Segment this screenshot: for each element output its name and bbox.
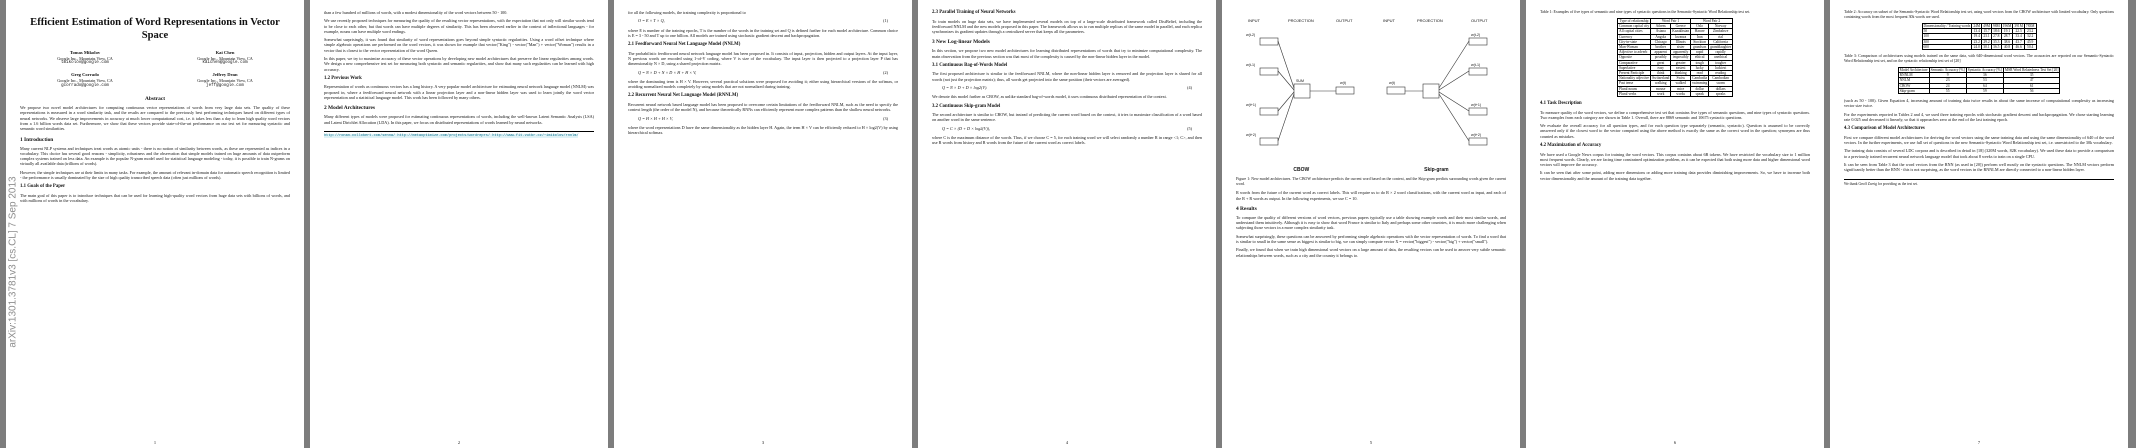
- paragraph: (such as 50 - 100). Given Equation 4, increasing amount of training data twice results in about the same increase of computational complexity as increasing vector size twice.: [1844, 98, 2114, 109]
- page-2: [310, 0, 608, 448]
- table-cell: kwanza: [1671, 34, 1691, 39]
- equation-1: O = E × T × Q, (1): [638, 18, 888, 24]
- table-cell: Athens: [1651, 24, 1671, 29]
- fig-label: PROJECTION: [1416, 18, 1443, 23]
- paragraph: To compare the quality of different versions of word vectors, previous papers typically use a table showing example words and their most similar words, and understand them intuitively. Although it is easy to show that word France is similar to Italy and perhaps some other countries, it is much more challenging when subjecting those vectors in a more complex similarity task.: [1236, 214, 1506, 231]
- paragraph: Somewhat surprisingly, it was found that similarity of word representations goes beyond simple syntactic regularities. Using a word offset technique where simple algebraic operations are performed on the word vectors, it was shown for example that vector("King") - vector("Man") + vector("Woman") results in a vector that is closest to the vector representation of the word Queen.: [324, 37, 594, 53]
- figure-caption: Figure 1: New model architectures. The CBOW architecture predicts the current word based on the context, and the Skip-gram predicts surrounding words given the current word.: [1236, 177, 1506, 187]
- table-cell: 36: [1966, 73, 2003, 78]
- table-header: Dimensionality / Training words: [1923, 24, 1971, 28]
- subsection-heading: 2.2 Recurrent Neural Net Language Model (RNNLM): [628, 93, 739, 99]
- table-cell: apparent: [1651, 50, 1671, 55]
- table-cell: 19.4: [1973, 34, 1980, 39]
- table-cell: 45.9: [2024, 39, 2036, 44]
- subsection-heading: 1.1 Goals of the Paper: [20, 184, 66, 190]
- paragraph: It can be seen that after some point, adding more dimensions or adding more training data provides diminishing improvements. So, we have to increase both vector dimensionality and the amount of the training data together.: [1540, 170, 1810, 181]
- input-node: [1260, 38, 1278, 45]
- table-cell: 24.0: [1973, 44, 1980, 49]
- table-cell: Man-Woman: [1617, 45, 1650, 50]
- paragraph: The probabilistic feedforward neural network language model has been proposed in. It consists of input, projection, hidden and output layers. At the input layer, N previous words are encoded using 1-of-V coding, where V is size of the vocabulary. The input layer is then projected to a projection layer P that has dimensionality N × D, using a shared projection matrix.: [628, 50, 898, 67]
- table-cell: 38.6: [2001, 39, 2013, 44]
- page-number: 2: [457, 439, 461, 445]
- table-cell: reading: [1709, 71, 1733, 76]
- table-cell: lucky: [1691, 65, 1709, 70]
- section-heading: 2 Model Architectures: [324, 105, 375, 112]
- output-node: [1336, 87, 1354, 94]
- table-cell: Skip-gram: [1898, 88, 1929, 93]
- table-header: Type of relationship: [1617, 19, 1650, 24]
- table-cell: rial: [1709, 34, 1733, 39]
- page-5: [1222, 0, 1520, 448]
- page-number: 4: [1065, 439, 1069, 445]
- table-cell: CBOW: [1898, 83, 1929, 88]
- table-cell: 50: [1922, 29, 1972, 34]
- paragraph: where the dominating term is H × V. However, several practical solutions were proposed for avoiding it; either using hierarchical versions of the softmax, or avoiding normalized models completely by using models that are not normalized during training.: [628, 78, 898, 90]
- paragraph: It can be seen from Table 3 that the word vectors from the RNN (as used in [20]) perform well mostly on the syntactic questions. The NNLM vectors perform significantly better than the RNN - this is not surprising, as the word vectors in the RNNLM are directly connected to a non-linear hidden layer.: [1844, 161, 2114, 173]
- table-cell: 13.4: [1973, 29, 1980, 34]
- page-number: 5: [1369, 439, 1373, 445]
- table-cell: 22.5: [2013, 29, 2025, 34]
- footnote-links[interactable]: http://ronan.collobert.com/senna/ http://metaoptimize.com/projects/wordreprs/ http://www.fit.vutbr.cz/~imikolov/rnnlm/: [324, 133, 579, 138]
- table-cell: works: [1671, 91, 1691, 96]
- abstract-text: We propose two novel model architectures for computing continuous vector representations of words from very large data sets. The quality of these representations is measured in a word similarity task, and the results are compared to the previously best performing techniques based on different types of neural networks. We observe large improvements in accuracy at much lower computational cost, i.e. it takes less than a day to learn high quality word vectors from a 1.6 billion words data set. Furthermore, we show that these vectors provide state-of-the-art performance on our test set for measuring syntactic and semantic word similarities.: [20, 105, 290, 132]
- table-cell: granddaughter: [1710, 45, 1732, 50]
- table-cell: Stockton: [1691, 39, 1709, 44]
- table-cell: Oslo: [1691, 24, 1709, 29]
- table-cell: ethical: [1691, 55, 1709, 60]
- table-cell: 35.3: [1993, 39, 2000, 44]
- output-node: [1469, 138, 1487, 145]
- table-cell: 59: [1966, 88, 2003, 93]
- table-cell: 15.7: [1983, 29, 1990, 34]
- fig-label: INPUT: [1247, 18, 1260, 23]
- projection-node: [1294, 84, 1310, 98]
- equation-2: Q = N × D + N × D × H + H × V, (2): [638, 69, 888, 75]
- table-row: [1922, 44, 2036, 49]
- edge: [1439, 41, 1469, 88]
- table-cell: Norway: [1709, 24, 1733, 29]
- fig-label: OUTPUT: [1335, 18, 1352, 23]
- output-node: [1469, 38, 1487, 45]
- node-label: w(t-1): [1470, 63, 1480, 67]
- paragraph: The second architecture is similar to CBOW, but instead of predicting the current word based on the context, it tries to maximize classification of a word based on another word in the same sentence.: [932, 112, 1202, 123]
- table-cell: 46.6: [2013, 44, 2025, 49]
- arxiv-stamp: arXiv:1301.3781v3 [cs.CL] 7 Sep 2013: [7, 176, 19, 348]
- page-3: [614, 0, 912, 448]
- input-node: [1260, 68, 1278, 75]
- table-row: [1617, 29, 1732, 34]
- table-cell: Harare: [1691, 29, 1709, 34]
- footnote: We thank Geoff Zweig for providing us the test set.: [1844, 179, 2114, 187]
- author-block: [20, 50, 290, 89]
- table-cell: Cambodia: [1692, 76, 1708, 81]
- fig-label: OUTPUT: [1470, 18, 1487, 23]
- table-cell: Swiss: [1671, 76, 1691, 81]
- table-cell: 61: [2003, 83, 2060, 88]
- table-header: 391M: [2014, 24, 2023, 28]
- equation-3: Q = H × H + H × V, (3): [638, 115, 888, 121]
- table-cell: Zimbabwe: [1709, 29, 1733, 34]
- table-header: Word Pair 1: [1651, 19, 1691, 24]
- table-cell: Past tense: [1617, 81, 1650, 86]
- table-header: Word Pair 2: [1691, 19, 1733, 24]
- table-cell: 24: [1929, 83, 1966, 88]
- edge: [1439, 94, 1469, 141]
- table-cell: grandson: [1691, 45, 1709, 50]
- node-label: w(t-1): [1245, 63, 1255, 67]
- footnote: [324, 131, 594, 139]
- table-cell: walking: [1651, 81, 1671, 86]
- paragraph: The first proposed architecture is similar to the feedforward NNLM, where the non-linear hidden layer is removed and the projection layer is shared for all words (not just the projection matrix); thus, all words get projected into the same position (their vectors are averaged).: [932, 71, 1202, 82]
- node-label: w(t+2): [1245, 133, 1256, 137]
- table-cell: All capital cities: [1617, 29, 1650, 34]
- table-cell: tough: [1691, 60, 1709, 65]
- table-header: 783M: [2025, 24, 2035, 28]
- subsection-heading: 3.1 Continuous Bag-of-Words Model: [932, 62, 1008, 68]
- page-number: 3: [761, 439, 765, 445]
- table-cell: luckiest: [1709, 65, 1733, 70]
- output-node: [1469, 108, 1487, 115]
- table-cell: Greece: [1671, 24, 1691, 29]
- table-cell: Illinois: [1671, 39, 1691, 44]
- table-cell: swimming: [1692, 81, 1708, 86]
- table-cell: 23.1: [1983, 34, 1990, 39]
- paragraph: Somewhat surprisingly, these questions can be answered by performing simple algebraic operations with the vector representation of words. To find a word that is similar to small in the same sense as biggest is similar to big, we can simply compute vector X = vector("biggest") - vector("big") + vector("small").: [1236, 233, 1506, 245]
- table-cell: rapidly: [1709, 50, 1733, 55]
- subsection-heading: 4.1 Task Description: [1540, 101, 1582, 107]
- table-header: 24M: [1973, 24, 1981, 28]
- table-header: Syntactic Accuracy [%]: [1967, 68, 2002, 73]
- table-cell: 47: [2003, 78, 2060, 83]
- table-cell: 36.5: [1993, 44, 2000, 49]
- table-cell: 64: [1966, 83, 2003, 88]
- subsection-heading: 3.2 Continuous Skip-gram Model: [932, 103, 1001, 109]
- table-cell: possibly: [1651, 55, 1671, 60]
- table-cell: Plural verbs: [1617, 91, 1650, 96]
- node-label: w(t): [1388, 81, 1395, 85]
- table-cell: tougher: [1709, 60, 1733, 65]
- table-cell: Common capital city: [1618, 24, 1650, 29]
- node-label: w(t+1): [1245, 103, 1256, 107]
- page-number: 6: [1673, 439, 1677, 445]
- paragraph: where C is the maximum distance of the words. Thus, if we choose C = 5, for each training word we will select randomly a number R in range <1; C>, and then use R words from history and R words from the future of the current word as correct labels.: [932, 135, 1202, 146]
- paragraph: Finally, we found that when we train high dimensional word vectors on a large amount of data, the resulting vectors can be used to answer very subtle semantic relationships between words, such as a city and the country it belongs to.: [1236, 247, 1506, 258]
- table-cell: 100: [1922, 34, 1972, 39]
- table-cell: Superlative: [1617, 65, 1650, 70]
- node-label: w(t): [1339, 81, 1346, 85]
- table-cell: apparently: [1671, 50, 1691, 55]
- author-4: Jeffrey Dean Google Inc., Mountain View, CA jeff@google.com: [197, 72, 253, 88]
- table-cell: Plural nouns: [1617, 86, 1650, 91]
- table-cell: 43.7: [2013, 39, 2025, 44]
- equation-4: Q = N × D + D × log2(V). (4): [942, 85, 1192, 91]
- table-header: 196M: [2002, 24, 2012, 28]
- projection-node: [1423, 84, 1439, 98]
- table-cell: Currency: [1617, 34, 1650, 39]
- table-cell: think: [1651, 71, 1671, 76]
- table-header: 49M: [1983, 24, 1990, 28]
- table-cell: Chicago: [1651, 39, 1671, 44]
- paragraph: We use recently proposed techniques for measuring the quality of the resulting vector representations, with the expectation that not only will similar words tend to be close to each other, but that words can have multiple degrees of similarity. This has been observed earlier in the context of inflectional languages - for example, nouns can have multiple word endings.: [324, 18, 594, 34]
- paragraph: where the word representations D have the same dimensionality as the hidden layer H. Again, the term H × V can be efficiently reduced to H × log2(V) by using hierarchical softmax.: [628, 124, 898, 136]
- table-cell: 18.6: [1993, 29, 2000, 34]
- node-label: w(t+1): [1470, 103, 1481, 107]
- paragraph: We denote this model further as CBOW, as unlike standard bag-of-words model, it uses continuous distributed representation of the context.: [932, 94, 1167, 100]
- table-1: [1617, 18, 1733, 97]
- cbow-diagram: [1244, 14, 1364, 164]
- input-node: [1387, 87, 1405, 94]
- table-cell: thinking: [1671, 71, 1691, 76]
- figure-1: [1236, 14, 1506, 164]
- author-3: Greg Corrado Google Inc., Mountain View, CA gcorrado@google.com: [57, 72, 113, 88]
- node-label: w(t-2): [1245, 33, 1255, 37]
- table-row: [1617, 71, 1732, 76]
- table-cell: easiest: [1671, 65, 1691, 70]
- paragraph: In this paper, we try to maximize accuracy of these vector operations by developing new model architectures that preserve the linear regularities among words. We design a new comprehensive test set for measuring both syntactic and semantic regularities, and show that many such regularities can be learned with high accuracy.: [324, 56, 594, 72]
- table-cell: 55: [1929, 88, 1966, 93]
- skipgram-diagram: [1379, 14, 1499, 164]
- table-cell: 53: [1966, 78, 2003, 83]
- paragraph: Representation of words as continuous vectors has a long history. A very popular model architecture for estimating neural network language model (NNLM) was proposed in, where a feedforward neural network with a linear projection layer and a non-linear hidden layer was used to learn jointly the word vector representation and a statistical language model. This work has been followed by many others.: [324, 84, 594, 101]
- table-cell: work: [1651, 91, 1671, 96]
- cbow-label: CBOW: [1293, 167, 1310, 173]
- page-1: [6, 0, 304, 448]
- table-cell: speaks: [1709, 91, 1733, 96]
- table-cell: Astana: [1651, 29, 1671, 34]
- table-row: [1617, 50, 1732, 55]
- table-cell: NNLM: [1898, 78, 1929, 83]
- node-label: SUM: [1295, 79, 1304, 83]
- table-cell: Iran: [1691, 34, 1709, 39]
- table-row: [1617, 91, 1732, 96]
- table-cell: Comparative: [1617, 60, 1650, 65]
- page-4: [918, 0, 1216, 448]
- fig-label: PROJECTION: [1287, 18, 1314, 23]
- table-cell: unethical: [1709, 55, 1733, 60]
- table-cell: Present Participle: [1617, 71, 1650, 76]
- table-row: [1898, 88, 2060, 93]
- page-6: [1526, 0, 1824, 448]
- abstract-heading: Abstract: [144, 95, 166, 102]
- page-number: 7: [1977, 439, 1981, 445]
- paragraph: For the experiments reported in Tables 2 and 4, we used three training epochs with stochastic gradient descent and backpropagation. We chose starting learning rate 0.025 and decreased it linearly, so that it approaches zero at the end of the last training epoch.: [1844, 111, 2114, 122]
- paragraph: than a few hundred of millions of words, with a modest dimensionality of the word vectors between 50 - 100.: [324, 10, 508, 15]
- skipgram-label: Skip-gram: [1424, 167, 1449, 173]
- table-cell: 35: [2003, 73, 2060, 78]
- table-3: [1898, 67, 2061, 94]
- paragraph: The training data consists of several LDC corpora and is described in detail in [18] (320M words, 82K vocabulary). We used these data to provide a comparison to a previously trained recurrent neural network language model that took about 8 weeks to train on a single CPU.: [1844, 148, 2114, 159]
- table-cell: Kazakhstan: [1672, 29, 1690, 34]
- table-cell: RNNLM: [1898, 73, 1929, 78]
- table-cell: impossibly: [1672, 55, 1689, 60]
- paper-title: Efficient Estimation of Word Representations in Vector Space: [30, 17, 280, 41]
- node-label: w(t-2): [1470, 33, 1480, 37]
- table-cell: 30.1: [1983, 44, 1990, 49]
- table-cell: swam: [1709, 81, 1733, 86]
- table-cell: dollar: [1691, 86, 1709, 91]
- table-header: MSR Word Relatedness Test Set [20]: [2004, 68, 2059, 73]
- table-cell: 33.4: [2013, 34, 2025, 39]
- table-cell: 50.4: [2024, 44, 2036, 49]
- section-heading: 3 New Log-linear Models: [932, 39, 990, 46]
- table-cell: 19.1: [2001, 29, 2013, 34]
- author-1: Tomas Mikolov Google Inc., Mountain View, CA tmikolov@google.com: [57, 50, 113, 66]
- table-cell: Cambodian: [1709, 76, 1733, 81]
- fig-label: INPUT: [1382, 18, 1395, 23]
- paragraph: First we compare different model architectures for deriving the word vectors using the same training data and using the same dimensionality of 640 of the word vectors. In the further experiments, we use full set of questions in the new Semantic-Syntactic Word Relationship test set, i.e. unrestricted to the 30k vocabulary.: [1844, 134, 2114, 146]
- table-cell: Angola: [1651, 34, 1671, 39]
- subsection-heading: 4.3 Comparison of Model Architectures: [1844, 126, 1925, 132]
- table-cell: 23.2: [1973, 39, 1980, 44]
- author-2: Kai Chen Google Inc., Mountain View, CA kaichen@google.com: [197, 50, 253, 66]
- table-cell: walked: [1671, 81, 1691, 86]
- paragraph: The main goal of this paper is to introduce techniques that can be used for learning high-quality word vectors from huge data sets with billions of words, and with millions of words in the vocabulary.: [20, 192, 290, 204]
- table-cell: great: [1651, 60, 1671, 65]
- table-header: Model Architecture: [1899, 68, 1928, 73]
- page-number: 1: [153, 439, 157, 445]
- paragraph: However, the simple techniques are at their limits in many tasks. For example, the amount of relevant in-domain data for automatic speech recognition is limited - the performance is usually dominated by the size of high quality transcribed speech data (often just millions of words).: [20, 169, 290, 181]
- paragraph: R words from the future of the current word as correct labels. This will require us to do R × 2 word classifications, with the current word as input, and each of the R + R words as output. In the following experiments, we use C = 10.: [1236, 190, 1506, 201]
- table-2: [1922, 23, 2037, 50]
- table-cell: easy: [1651, 65, 1671, 70]
- table-cell: 9: [1929, 73, 1966, 78]
- subsection-heading: 4.2 Maximization of Accuracy: [1540, 143, 1602, 149]
- node-label: w(t+2): [1470, 133, 1481, 137]
- table-header: Semantic Accuracy [%]: [1930, 68, 1965, 73]
- input-node: [1260, 108, 1278, 115]
- table-cell: brother: [1651, 45, 1671, 50]
- table-cell: Opposite: [1617, 55, 1650, 60]
- equation-5: Q = C × (D + D × log2(V)), (5): [942, 125, 1192, 131]
- table-cell: 56: [2003, 88, 2060, 93]
- table-cell: speak: [1691, 91, 1709, 96]
- section-heading: 4 Results: [1236, 205, 1257, 212]
- table-cell: Adjective to adverb: [1617, 50, 1650, 55]
- paragraph: To train models on huge data sets, we have implemented several models on top of a large-scale distributed framework called DistBelief, including the feedforward NNLM and the new models proposed in this paper. The framework allows us to run multiple replicas of the same model in parallel, and each replica synchronizes its gradient updates through a centralized server that keeps all the parameters.: [932, 18, 1202, 35]
- table-cell: mice: [1671, 86, 1691, 91]
- paragraph: Many different types of models were proposed for estimating continuous representations of words, including the well-known Latent Semantic Analysis (LSA) and Latent Dirichlet Allocation (LDA). In this paper, we focus on distributed representations of words learned by neural networks.: [324, 114, 594, 125]
- table-cell: Nationality adjective: [1618, 76, 1650, 81]
- table-cell: 32.2: [2024, 34, 2036, 39]
- table-cell: 29.2: [1983, 39, 1990, 44]
- table-cell: 40.8: [2001, 44, 2013, 49]
- table-cell: read: [1691, 71, 1709, 76]
- table-cell: greater: [1671, 60, 1691, 65]
- table-cell: 23.2: [2024, 29, 2036, 34]
- paragraph: Recurrent neural network based language model has been proposed to overcome certain limitations of the feedforward NNLM, such as the need to specify the context length (the order of the model N), and because theoretically RNNs can efficiently represent more complex patterns than the shallow neural networks.: [628, 101, 898, 113]
- table-2-caption: Table 2: Accuracy on subset of the Semantic-Syntactic Word Relationship test set, using word vectors from the CBOW architecture with limited vocabulary. Only questions containing words from the most frequent 30k words are used.: [1844, 10, 2114, 19]
- table-cell: City-in-state: [1617, 39, 1650, 44]
- input-node: [1260, 138, 1278, 145]
- subsection-heading: 1.2 Previous Work: [324, 75, 362, 81]
- paragraph: We have used a Google News corpus for training the word vectors. This corpus contains about 6B tokens. We have restricted the vocabulary size to 1 million most frequent words. Clearly, we are facing time constrained optimization problem, as it can be expected that both using more data and higher dimensional word vectors will improve the accuracy.: [1540, 151, 1810, 168]
- paragraph: Many current NLP systems and techniques treat words as atomic units - there is no notion of similarity between words, as these are represented as indices in a vocabulary. This choice has several good reasons - simplicity, robustness and the observation that simple models trained on huge amounts of data outperform complex systems trained on less data. An example is the popular N-gram model used for statistical language modeling - today, it is possible to train N-grams on virtually all available data (trillions of words).: [20, 145, 290, 167]
- table-cell: 23: [1929, 78, 1966, 83]
- table-cell: 27.8: [1993, 34, 2000, 39]
- table-cell: 600: [1922, 44, 1972, 49]
- table-1-caption: Table 1: Examples of five types of semantic and nine types of syntactic questions in the Semantic-Syntactic Word Relationship test set.: [1540, 10, 1751, 14]
- output-node: [1469, 68, 1487, 75]
- subsection-heading: 2.1 Feedforward Neural Net Language Model (NNLM): [628, 42, 741, 48]
- table-cell: dollars: [1709, 86, 1733, 91]
- table-cell: sister: [1671, 45, 1691, 50]
- section-heading: 1 Introduction: [20, 136, 54, 143]
- table-cell: California: [1709, 39, 1733, 44]
- subsection-heading: 2.3 Parallel Training of Neural Networks: [932, 10, 1016, 15]
- table-cell: Switzerland: [1652, 76, 1670, 81]
- page-7: [1830, 0, 2128, 448]
- paragraph: In this section, we propose two new model architectures for learning distributed representations of words that try to minimize computational complexity. The main observation from the previous section was that most of the complexity is caused by the non-linear hidden layer in the model.: [932, 48, 1202, 59]
- table-cell: rapid: [1691, 50, 1709, 55]
- table-cell: mouse: [1651, 86, 1671, 91]
- table-cell: 300: [1922, 39, 1972, 44]
- table-header: 98M: [1992, 24, 2000, 28]
- paragraph: To measure quality of the word vectors, we define a comprehensive test set that contains five types of semantic questions, and nine types of syntactic questions. Two examples from each category are shown in Table 1. Overall, there are 8869 semantic and 10675 syntactic questions.: [1540, 109, 1810, 120]
- paragraph: We evaluate the overall accuracy for all question types, and for each question type separately (semantic, syntactic). Question is assumed to be correctly answered only if the closest word to the vector computed using the above method is exactly the same as the correct word in the question; synonyms are thus counted as mistakes.: [1540, 123, 1810, 139]
- paragraph: where E is number of the training epochs, T is the number of the words in the training set and Q is defined further for each model architecture. Common choice is E = 3 - 50 and T up to one billion. All models are trained using stochastic gradient descent and backpropagation.: [628, 27, 898, 38]
- table-cell: 28.7: [2001, 34, 2013, 39]
- table-3-caption: Table 3: Comparison of architectures using models trained on the same data, with 640-dimensional word vectors. The accuracies are reported on our Semantic-Syntactic Word Relationship test set, and on the syntactic relationship test set of [20]: [1844, 54, 2114, 64]
- paragraph: for all the following models, the training complexity is proportional to: [628, 10, 746, 15]
